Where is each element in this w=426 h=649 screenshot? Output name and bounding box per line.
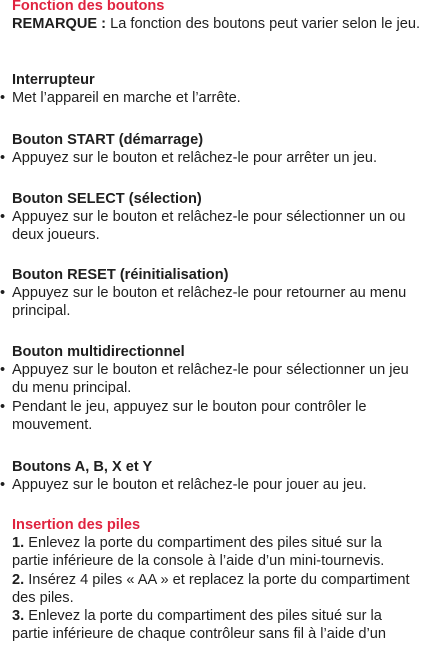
section-abxy-buttons — [0, 458, 426, 494]
section-heading: Bouton START (démarrage) — [12, 132, 204, 148]
bullet-icon: • — [0, 477, 6, 494]
bullet-icon: • — [0, 90, 6, 107]
note-label: REMARQUE : — [12, 16, 107, 32]
section-battery-insertion — [0, 516, 426, 643]
section-heading: Interrupteur — [12, 72, 95, 88]
bullet-list — [0, 89, 426, 107]
bullet-list — [0, 149, 426, 167]
page-title: Fonction des boutons — [12, 0, 165, 14]
section-start-button — [0, 131, 426, 167]
bullet-list — [0, 284, 426, 320]
step-number: 3. — [12, 608, 25, 625]
list-item-text: Appuyez sur le bouton et relâchez-le pour jouer au jeu. — [12, 477, 367, 494]
section-heading: Boutons A, B, X et Y — [12, 459, 153, 475]
battery-heading: Insertion des piles — [12, 517, 141, 533]
list-item-text: Appuyez sur le bouton et relâchez-le pour arrêter un jeu. — [12, 150, 378, 167]
bullet-list — [0, 476, 426, 494]
list-item — [0, 361, 426, 397]
note-block — [0, 15, 426, 33]
bullet-icon: • — [0, 285, 6, 302]
list-item — [0, 398, 426, 434]
list-item — [0, 149, 426, 167]
list-item-text: Pendant le jeu, appuyez sur le bouton pour contrôler le mouvement. — [12, 398, 367, 433]
list-item — [0, 89, 426, 107]
list-item-text: Met l’appareil en marche et l’arrête. — [12, 90, 241, 107]
list-item — [0, 208, 426, 244]
battery-step — [0, 534, 426, 570]
list-item — [0, 284, 426, 320]
battery-step — [0, 571, 426, 607]
step-number: 2. — [12, 571, 25, 588]
bullet-icon: • — [0, 209, 6, 226]
list-item-text: Appuyez sur le bouton et relâchez-le pour sélectionner un ou deux joueurs. — [12, 209, 406, 244]
bullet-icon: • — [0, 398, 6, 415]
battery-step — [0, 607, 426, 643]
bullet-list — [0, 208, 426, 244]
section-reset-button — [0, 266, 426, 321]
step-text: Enlevez la porte du compartiment des piles situé sur la partie inférieure de la console à l’aide d’un mini-tournevis. — [12, 535, 385, 570]
list-item-text: Appuyez sur le bouton et relâchez-le pour sélectionner un jeu du menu principal. — [12, 362, 409, 397]
section-select-button — [0, 190, 426, 245]
bullet-icon: • — [0, 362, 6, 379]
section-heading: Bouton SELECT (sélection) — [12, 191, 202, 207]
list-item — [0, 476, 426, 494]
section-heading: Bouton multidirectionnel — [12, 344, 185, 360]
note-text: La fonction des boutons peut varier selon le jeu. — [106, 16, 421, 32]
section-directional-button — [0, 343, 426, 434]
bullet-icon: • — [0, 150, 6, 167]
bullet-list — [0, 361, 426, 434]
step-text: Insérez 4 piles « AA » et replacez la porte du compartiment des piles. — [12, 571, 410, 606]
section-heading: Bouton RESET (réinitialisation) — [12, 267, 229, 283]
section-power-switch — [0, 71, 426, 107]
list-item-text: Appuyez sur le bouton et relâchez-le pour retourner au menu principal. — [12, 285, 407, 320]
step-number: 1. — [12, 535, 25, 552]
note-paragraph — [0, 15, 426, 33]
step-text: Enlevez la porte du compartiment des piles situé sur la partie inférieure de chaque contrôleur sans fil à l’aide d’un — [12, 608, 386, 643]
